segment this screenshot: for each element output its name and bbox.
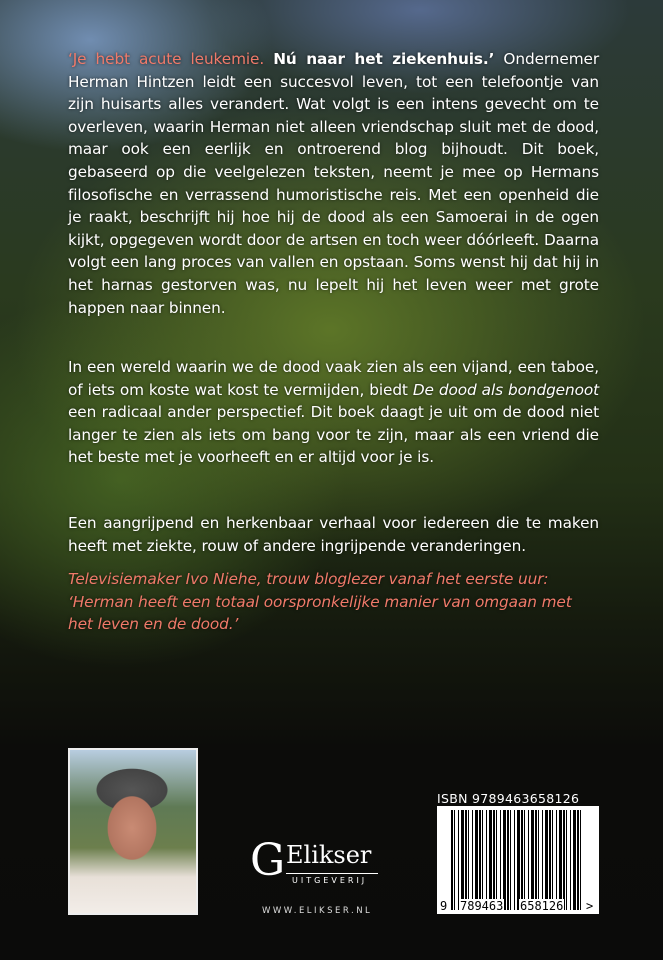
barcode-digits-right: 658126 — [520, 899, 564, 913]
author-photo — [68, 748, 198, 915]
publisher-name: Elikser — [286, 841, 372, 869]
endorsement-source: Televisiemaker Ivo Niehe, trouw bloglezer vanaf het eerste uur: — [68, 570, 549, 588]
blurb-paragraph-1 — [68, 48, 599, 319]
barcode-digit-prefix: 9 — [440, 899, 448, 913]
opening-quote-bold: Nú naar het ziekenhuis.’ — [273, 50, 495, 68]
isbn-label: ISBN 9789463658126 — [437, 791, 580, 806]
endorsement — [68, 568, 599, 636]
blurb-text: Ondernemer Herman Hintzen leidt een succesvol leven, tot een telefoontje van zijn huisarts alles verandert. Wat volgt is een intens gevecht om te overleven, waarin Herman niet alleen vriendschap sluit met de dood, maar ook een eerlijk en ontroerend blog bijhoudt. Dit boek, gebaseerd op die veelgelezen teksten, neemt je mee op Hermans filosofische en verrassend humoristische reis. Met een openheid die je raakt, beschrijft hij hoe hij de dood als een Samoerai in de ogen kijkt, opgegeven wordt door de artsen en toch weer dóórleeft. Daarna volgt een lang proces van vallen en opstaan. Soms wenst hij dat hij in het harnas gestorven was, nu lepelt hij het leven weer met grote happen naar binnen. — [68, 50, 600, 317]
endorsement-quote: ‘Herman heeft een totaal oorspronkelijke manier van omgaan met het leven en de dood.’ — [68, 592, 572, 634]
blurb-paragraph-2 — [68, 356, 599, 469]
blurb-paragraph-3: Een aangrijpend en herkenbaar verhaal voor iedereen die te maken heeft met ziekte, rouw of andere ingrijpende veranderingen. — [68, 514, 599, 555]
barcode-digits — [437, 898, 599, 914]
logo-divider — [286, 873, 378, 874]
barcode-arrow: > — [586, 899, 594, 913]
publisher-url: WWW.ELIKSER.NL — [262, 906, 373, 916]
publisher-subtitle: UITGEVERIJ — [292, 876, 368, 885]
barcode-digits-left: 789463 — [460, 899, 504, 913]
book-title: De dood als bondgenoot — [412, 380, 600, 399]
barcode — [437, 806, 599, 914]
barcode-bars — [451, 810, 581, 910]
opening-quote: ‘Je hebt acute leukemie. — [68, 50, 265, 68]
blurb-text: een radicaal ander perspectief. Dit boek daagt je uit om de dood niet langer te zien als iets om bang voor te zijn, maar als een vriend die het beste met je voorheeft en er altijd voor je is. — [68, 403, 599, 467]
blurb-text: In een wereld waarin we de dood vaak zien als een vijand, een taboe, of iets om koste wat kost te vermijden, biedt — [68, 358, 599, 399]
logo-monogram: G — [250, 835, 286, 886]
